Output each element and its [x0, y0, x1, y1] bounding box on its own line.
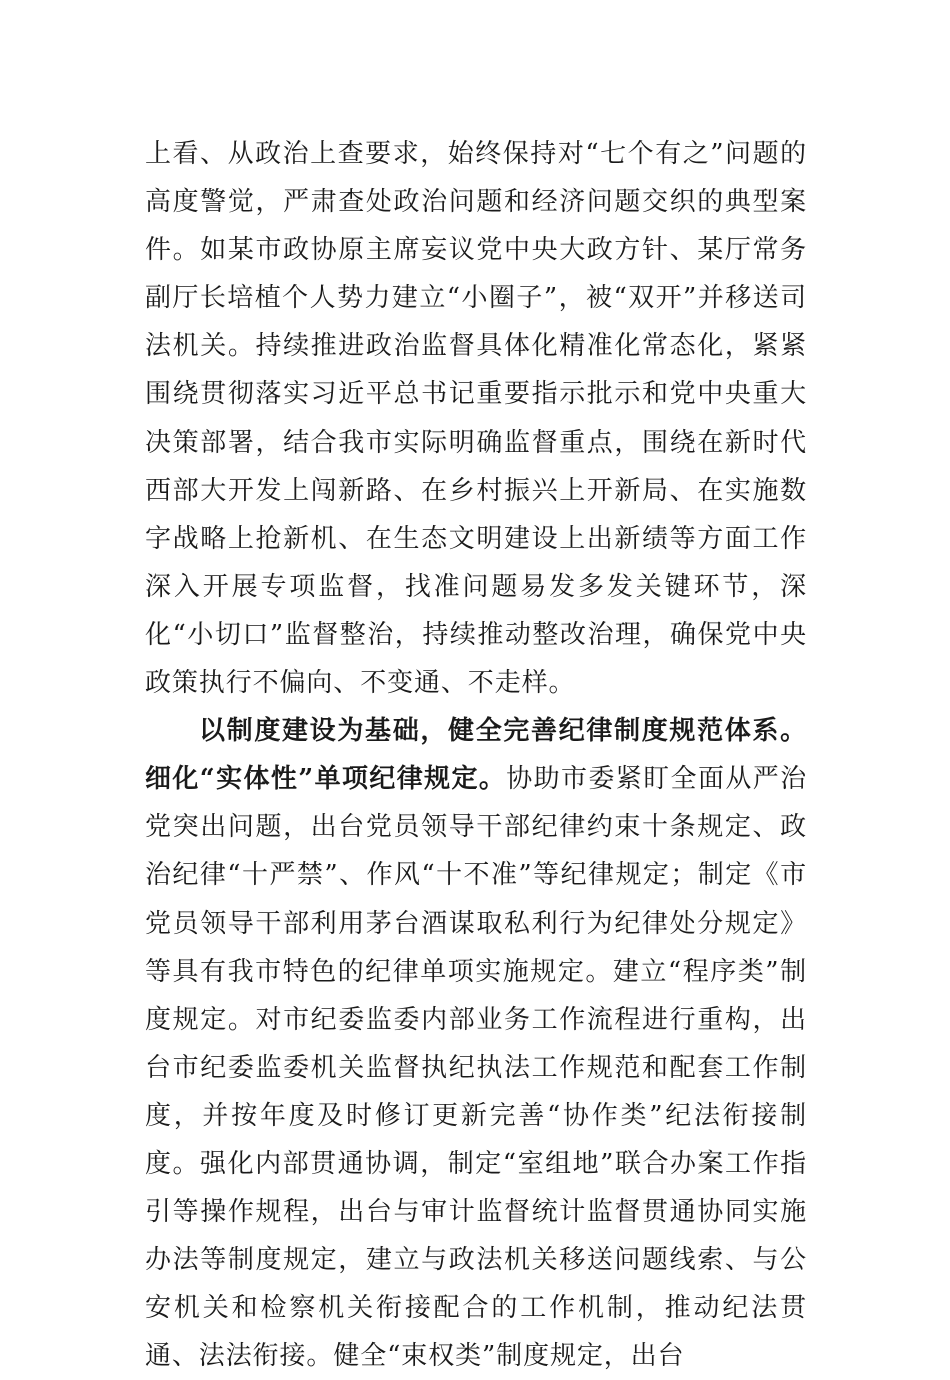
paragraph-political-supervision — [145, 130, 807, 707]
paragraph-institution-building — [145, 707, 807, 1380]
paragraph-heading: 以制度建设为基础，健全完善纪律制度规范体系。细化“实体性”单项纪律规定。 — [145, 716, 807, 795]
paragraph-text: 上看、从政治上查要求，始终保持对“七个有之”问题的高度警觉，严肃查处政治问题和经济问题交织的典型案件。如某市政协原主席妄议党中央大政方针、某厅常务副厅长培植个人势力建立“小圈子”，被“双开”并移送司法机关。持续推进政治监督具体化精准化常态化，紧紧围绕贯彻落实习近平总书记重要指示批示和党中央重大决策部署，结合我市实际明确监督重点，围绕在新时代西部大开发上闯新路、在乡村振兴上开新局、在实施数字战略上抢新机、在生态文明建设上出新绩等方面工作深入开展专项监督，找准问题易发多发关键环节，深化“小切口”监督整治，持续推动整改治理，确保党中央政策执行不偏向、不变通、不走样。 — [145, 139, 807, 699]
document-body — [145, 130, 807, 1380]
paragraph-text: 协助市委紧盯全面从严治党突出问题，出台党员领导干部纪律约束十条规定、政治纪律“十严禁”、作风“十不准”等纪律规定；制定《市党员领导干部利用茅台酒谋取私利行为纪律处分规定》等具有我市特色的纪律单项实施规定。建立“程序类”制度规定。对市纪委监委内部业务工作流程进行重构，出台市纪委监委机关监督执纪执法工作规范和配套工作制度，并按年度及时修订更新完善“协作类”纪法衔接制度。强化内部贯通协调，制定“室组地”联合办案工作指引等操作规程，出台与审计监督统计监督贯通协同实施办法等制度规定，建立与政法机关移送问题线索、与公安机关和检察机关衔接配合的工作机制，推动纪法贯通、法法衔接。健全“束权类”制度规定，出台 — [145, 764, 807, 1372]
